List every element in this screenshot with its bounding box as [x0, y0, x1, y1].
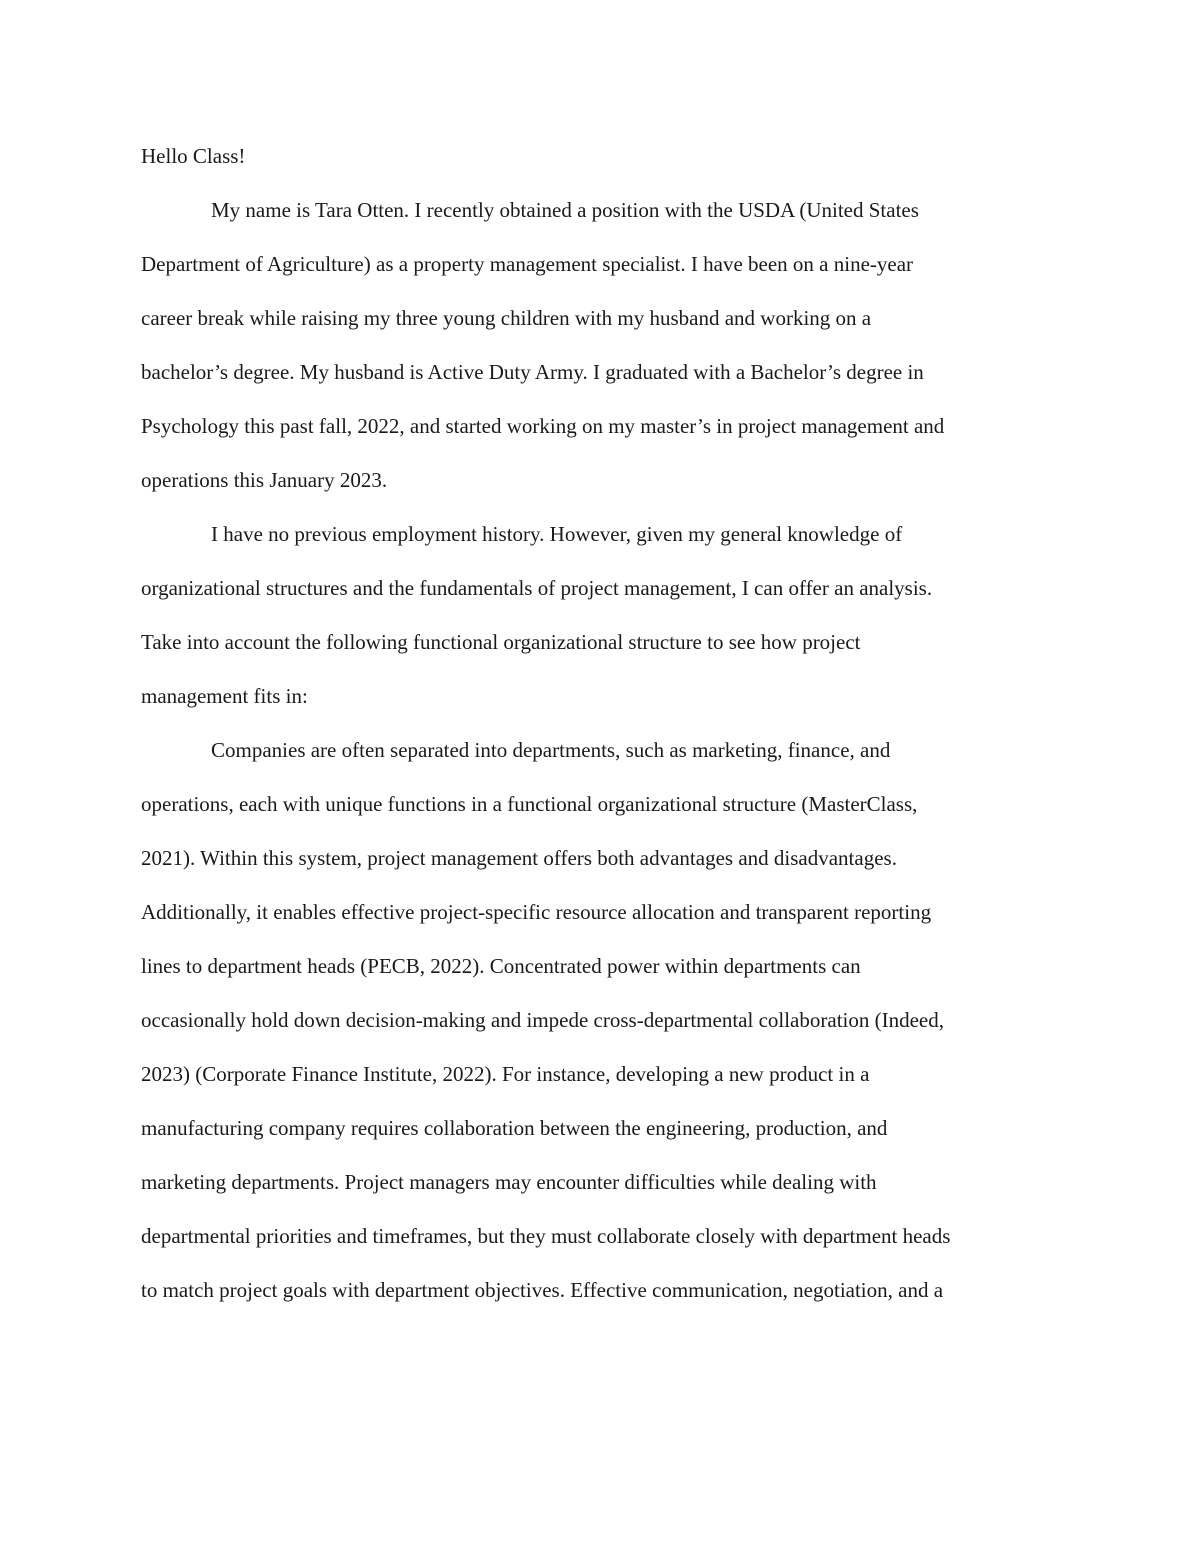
paragraph-3-line: occasionally hold down decision-making and impede cross-departmental collaboration (Indeed, [141, 1008, 944, 1032]
paragraph-2-line: I have no previous employment history. However, given my general knowledge of [211, 522, 903, 546]
paragraph-1-line: career break while raising my three young children with my husband and working on a [141, 306, 872, 330]
paragraph-2-line: organizational structures and the fundamentals of project management, I can offer an analysis. [141, 576, 933, 600]
paragraph-3-line: 2023) (Corporate Finance Institute, 2022). For instance, developing a new product in a [141, 1062, 870, 1086]
paragraph-3-line: operations, each with unique functions in a functional organizational structure (MasterClass, [141, 792, 918, 816]
paragraph-1-line: operations this January 2023. [141, 468, 388, 492]
paragraph-3-line: to match project goals with department objectives. Effective communication, negotiation, and a [141, 1278, 944, 1302]
paragraph-3-line: Companies are often separated into departments, such as marketing, finance, and [211, 738, 891, 762]
paragraph-1-line: Psychology this past fall, 2022, and started working on my master’s in project management and [141, 414, 945, 438]
paragraph-3-line: departmental priorities and timeframes, but they must collaborate closely with department heads [141, 1224, 951, 1248]
paragraph-3-line: 2021). Within this system, project management offers both advantages and disadvantages. [141, 846, 897, 870]
paragraph-3-line: marketing departments. Project managers may encounter difficulties while dealing with [141, 1170, 877, 1194]
paragraph-2-line: management fits in: [141, 684, 308, 708]
paragraph-1-line: My name is Tara Otten. I recently obtained a position with the USDA (United States [211, 198, 919, 222]
paragraph-3-line: Additionally, it enables effective project-specific resource allocation and transparent reporting [141, 900, 932, 924]
paragraph-2-line: Take into account the following functional organizational structure to see how project [141, 630, 861, 654]
paragraph-1-line: Department of Agriculture) as a property management specialist. I have been on a nine-year [141, 252, 914, 276]
paragraph-3-line: lines to department heads (PECB, 2022). Concentrated power within departments can [141, 954, 861, 978]
greeting: Hello Class! [141, 144, 246, 168]
paragraph-3-line: manufacturing company requires collaboration between the engineering, production, and [141, 1116, 888, 1140]
paragraph-1-line: bachelor’s degree. My husband is Active Duty Army. I graduated with a Bachelor’s degree in [141, 360, 924, 384]
